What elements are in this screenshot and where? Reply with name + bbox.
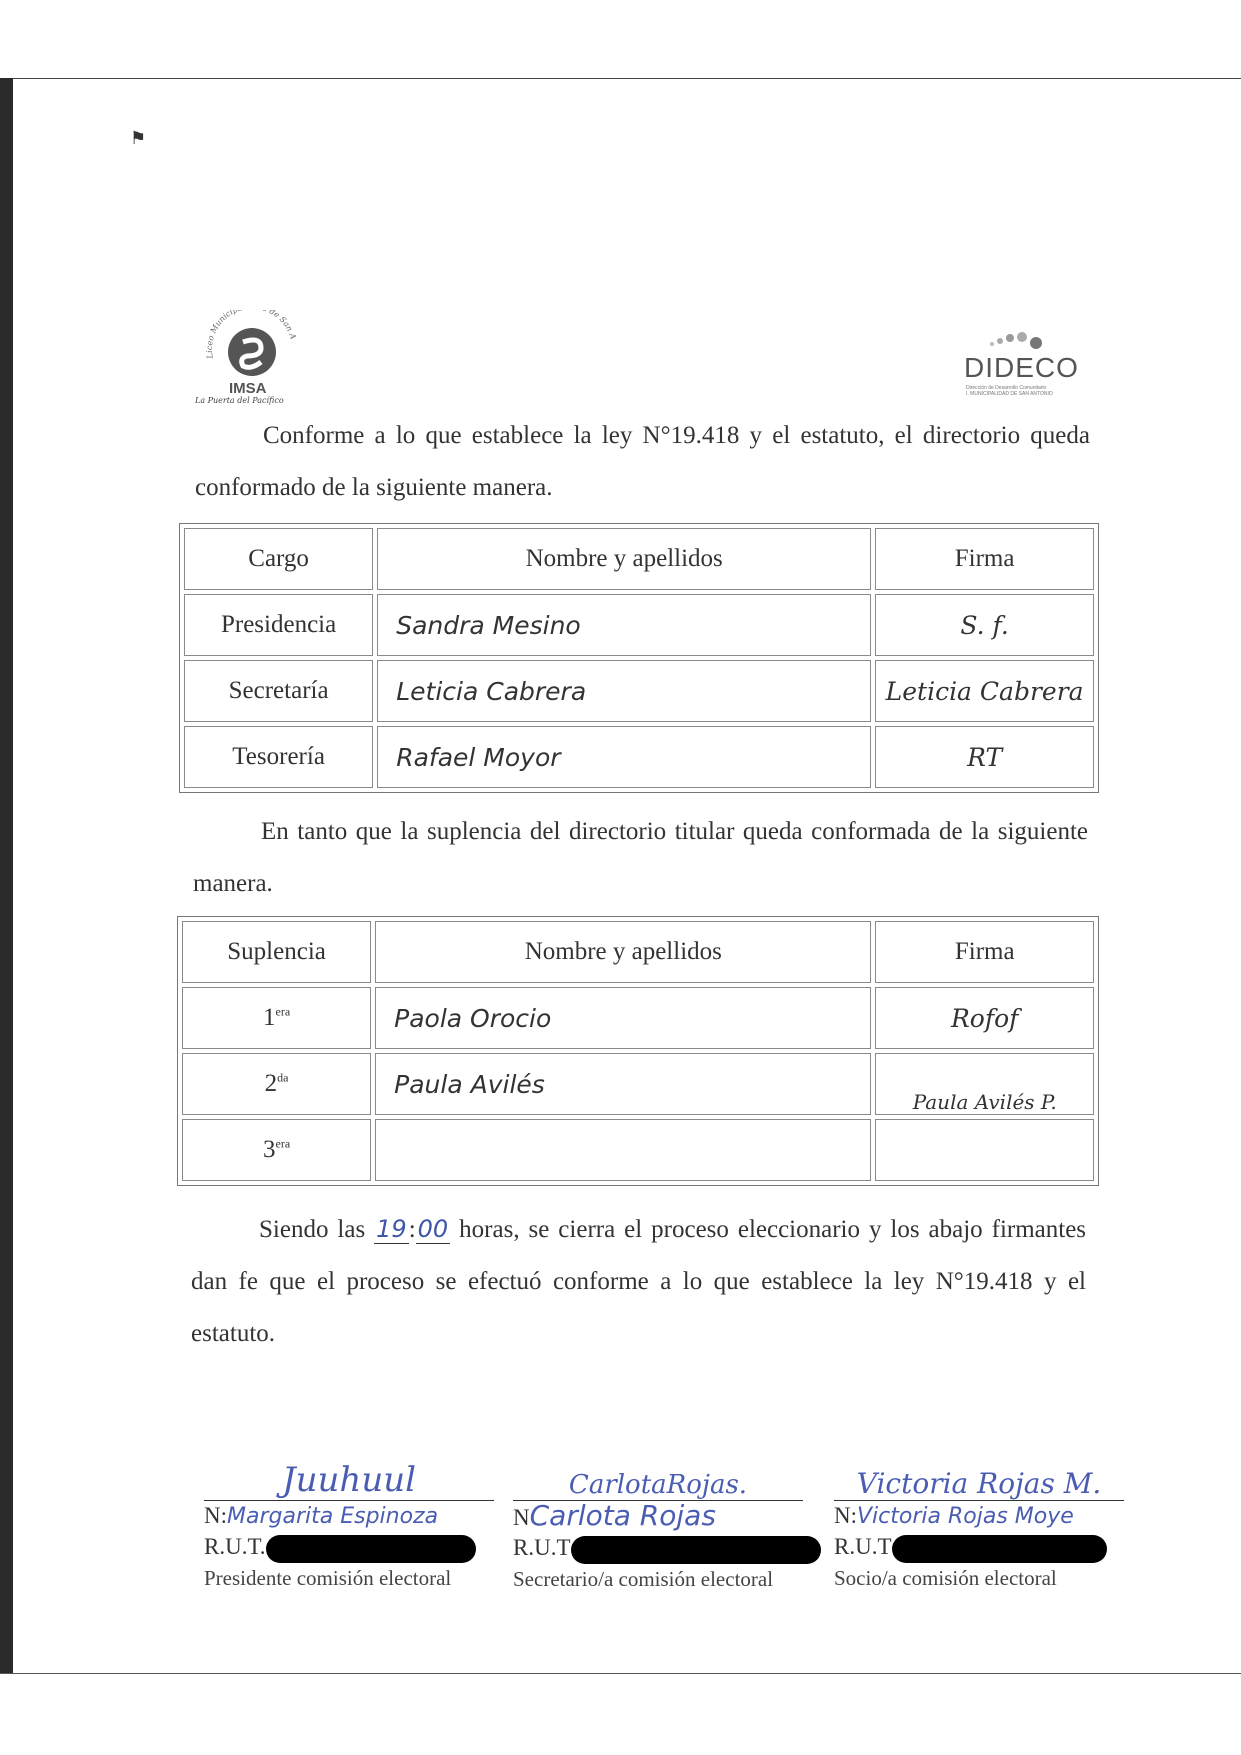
dideco-subtitle: Dirección de Desarrollo Comunitario I. MUNICIPALIDAD DE SAN ANTONIO	[966, 385, 1053, 397]
dideco-name: DIDECO	[964, 352, 1079, 383]
imsa-logo	[195, 310, 315, 410]
scan-bottom-edge	[0, 1673, 1241, 1674]
table-row	[184, 660, 1094, 722]
imsa-tagline: La Puerta del Pacífico	[195, 396, 284, 405]
signatory-secretary	[513, 1430, 803, 1594]
firma-cell: Leticia Cabrera	[875, 660, 1094, 722]
table-row	[182, 1053, 1094, 1115]
closing-paragraph: Siendo las 19:00 horas, se cierra el proceso eleccionario y los abajo firmantes dan fe que el proceso se efectuó conforme a lo que establece la ley N°19.418 y el estatuto.	[191, 1215, 1087, 1347]
signature-scribble: Juuhuul	[282, 1460, 416, 1500]
signatory-name-row: N:Margarita Espinoza	[204, 1503, 439, 1529]
header-nombre: Nombre y apellidos	[377, 528, 871, 590]
signatory-rut-row: R.U.T	[834, 1532, 1124, 1563]
firma-cell: Rofof	[875, 987, 1094, 1049]
header-nombre: Nombre y apellidos	[375, 921, 871, 983]
ordinal-cell: $1^{era}$	[182, 987, 371, 1049]
nombre-cell: Paula Avilés	[375, 1053, 871, 1115]
header-suplencia: Suplencia	[182, 921, 371, 983]
intro-paragraph: Conforme a lo que establece la ley N°19.418 y el estatuto, el directorio queda conformado de la siguiente manera.	[195, 422, 1090, 501]
directorio-table	[179, 523, 1099, 793]
closing-hour: 19	[376, 1215, 407, 1243]
redaction-bar	[892, 1535, 1107, 1563]
firma-cell	[875, 1119, 1094, 1181]
cargo-cell: Tesorería	[184, 726, 373, 788]
signature-scribble: Victoria Rojas M.	[856, 1467, 1102, 1500]
signatory-name-row: N:Victoria Rojas Moye	[834, 1503, 1074, 1529]
firma-cell: Paula Avilés P.	[875, 1053, 1094, 1115]
table-header-row	[182, 921, 1094, 983]
closing-time-separator: :	[408, 1216, 416, 1243]
header-firma: Firma	[875, 921, 1094, 983]
signatory-member	[834, 1430, 1124, 1593]
signatory-rut-row: R.U.T	[513, 1533, 803, 1564]
nombre-cell: Leticia Cabrera	[377, 660, 871, 722]
stray-mark-icon: ⚑	[130, 128, 147, 148]
signature-scribble: CarlotaRojas.	[568, 1470, 748, 1500]
table-row	[184, 726, 1094, 788]
dideco-logo	[962, 330, 1087, 405]
table-header-row	[184, 528, 1094, 590]
nombre-cell: Sandra Mesino	[377, 594, 871, 656]
signatory-name-row: NCarlota Rojas	[513, 1499, 716, 1532]
nombre-cell: Paola Orocio	[375, 987, 871, 1049]
suplencia-paragraph: En tanto que la suplencia del directorio titular queda conformada de la siguiente manera.	[193, 818, 1088, 897]
header-firma: Firma	[875, 528, 1094, 590]
ordinal-cell: $3^{era}$	[182, 1119, 371, 1181]
signatory-rut-row: R.U.T.	[204, 1532, 494, 1563]
svg-text:Liceo Municipalizado de San An: Liceo Municip de San A	[204, 310, 298, 360]
scan-left-edge	[0, 78, 13, 1673]
firma-cell: S. f.	[875, 594, 1094, 656]
redaction-bar	[571, 1536, 821, 1564]
suplencia-table	[177, 916, 1099, 1186]
scan-top-edge	[0, 78, 1241, 79]
ordinal-cell: $2^{da}$	[182, 1053, 371, 1115]
table-row	[184, 594, 1094, 656]
table-row	[182, 1119, 1094, 1181]
closing-minute: 00	[417, 1215, 449, 1243]
cargo-cell: Presidencia	[184, 594, 373, 656]
signatory-president	[204, 1430, 494, 1593]
nombre-cell	[375, 1119, 871, 1181]
signatory-role: Secretario/a comisión electoral	[513, 1566, 774, 1591]
table-row	[182, 987, 1094, 1049]
nombre-cell: Rafael Moyor	[377, 726, 871, 788]
signatory-role: Socio/a comisión electoral	[834, 1565, 1057, 1590]
redaction-bar	[266, 1535, 476, 1563]
imsa-name: IMSA	[229, 380, 267, 397]
signatory-role: Presidente comisión electoral	[204, 1565, 452, 1590]
firma-cell: RT	[875, 726, 1094, 788]
cargo-cell: Secretaría	[184, 660, 373, 722]
header-cargo: Cargo	[184, 528, 373, 590]
